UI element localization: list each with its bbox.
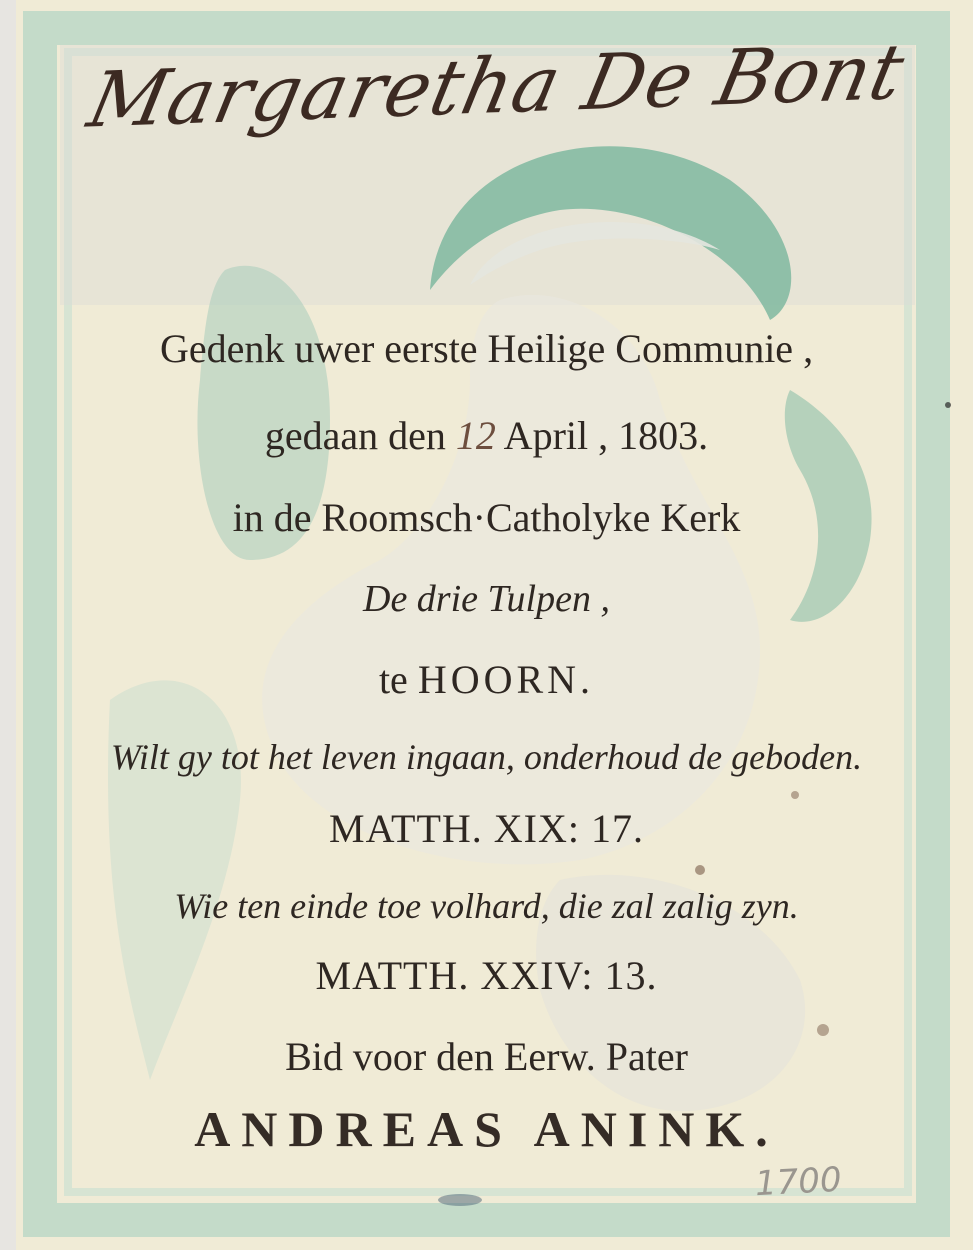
stain — [695, 865, 705, 875]
pencil-annotation: 1700 — [754, 1159, 843, 1205]
text-line-church: in de Roomsch·Catholyke Kerk — [232, 495, 741, 540]
stain — [438, 1194, 482, 1206]
text-line-verse-2: Wie ten einde toe volhard, die zal zalig zyn. — [174, 886, 799, 926]
city-name: HOORN. — [417, 657, 595, 702]
text-line-commemoration: Gedenk uwer eerste Heilige Communie , — [159, 326, 814, 371]
city-prefix: te — [378, 657, 418, 702]
date-prefix: gedaan den — [264, 413, 456, 458]
stain — [791, 791, 799, 799]
date-suffix: April , 1803. — [495, 413, 709, 458]
text-line-priest-name: ANDREAS ANINK. — [194, 1101, 779, 1157]
text-line-reference-1: MATTH. XIX: 17. — [329, 806, 644, 851]
text-line-reference-2: MATTH. XXIV: 13. — [315, 953, 658, 998]
text-line-date — [0, 412, 973, 459]
handwritten-day: 12 — [455, 413, 496, 458]
text-line-verse-1: Wilt gy tot het leven ingaan, onderhoud de geboden. — [110, 737, 863, 777]
text-line-church-name: De drie Tulpen , — [363, 578, 610, 620]
stain — [945, 402, 951, 408]
text-line-city — [0, 656, 973, 703]
text-line-prayer: Bid voor den Eerw. Pater — [285, 1034, 688, 1079]
handwritten-signature: Margaretha De Bont — [80, 26, 913, 145]
